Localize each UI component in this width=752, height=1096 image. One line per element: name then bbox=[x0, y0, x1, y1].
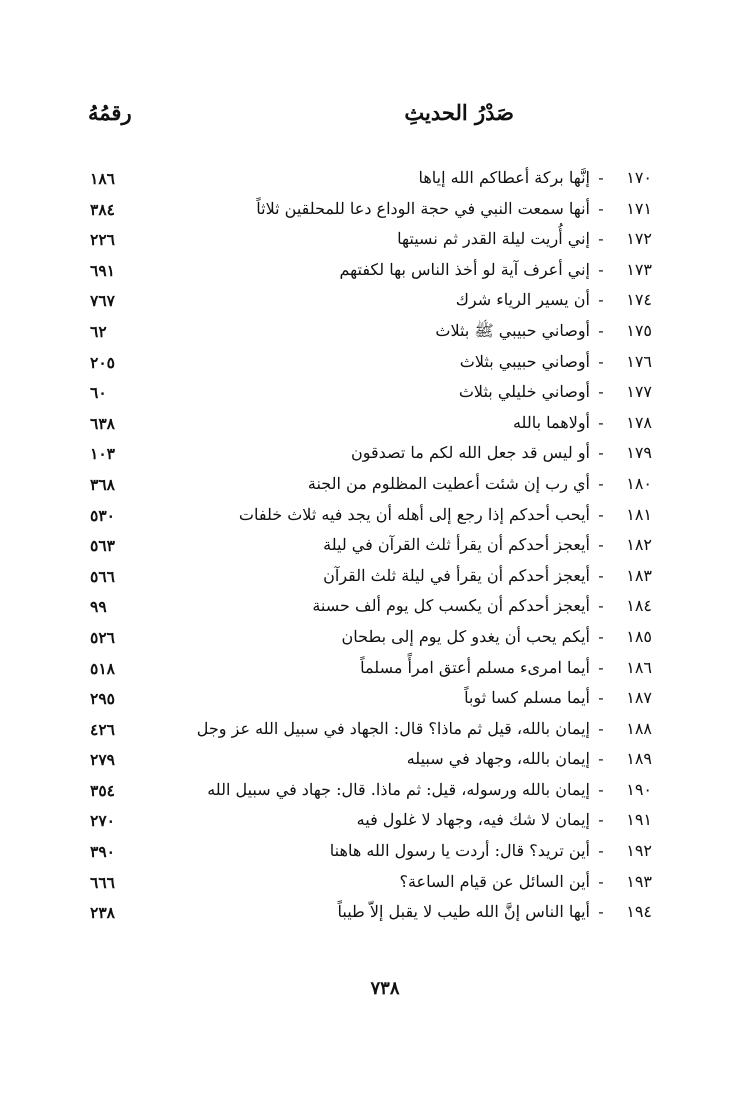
hadith-reference-number: ٣٩٠ bbox=[90, 842, 115, 862]
hadith-reference-number: ٢٩٥ bbox=[90, 689, 115, 709]
hadith-reference-number: ٩٩ bbox=[90, 597, 107, 617]
page-number: ٧٣٨ bbox=[370, 978, 400, 999]
hadith-opening-text: أيحب أحدكم إذا رجع إلى أهله أن يجد فيه ثلاث خلفات bbox=[238, 504, 590, 524]
index-row bbox=[0, 258, 752, 289]
index-entry bbox=[464, 688, 652, 707]
hadith-reference-number: ١٠٣ bbox=[90, 444, 115, 464]
hadith-reference-number: ٦٢ bbox=[90, 321, 107, 341]
hadith-reference-number: ٥١٨ bbox=[90, 658, 115, 678]
entry-number: ١٨٨ bbox=[626, 718, 652, 738]
entry-number: ١٩٣ bbox=[626, 871, 652, 891]
index-entry bbox=[337, 902, 652, 921]
index-row bbox=[0, 411, 752, 442]
index-row bbox=[0, 319, 752, 350]
entry-dash: - bbox=[598, 718, 604, 738]
hadith-reference-number: ٢٧٠ bbox=[90, 811, 115, 831]
index-row bbox=[0, 441, 752, 472]
hadith-reference-number: ٥٣٠ bbox=[90, 505, 115, 525]
index-entry bbox=[397, 229, 652, 248]
hadith-reference-number: ٥٢٦ bbox=[90, 627, 115, 647]
index-entry bbox=[351, 443, 652, 462]
entry-dash: - bbox=[598, 810, 604, 830]
entry-number: ١٧٧ bbox=[626, 382, 652, 402]
hadith-opening-text: إني أعرف آية لو أخذ الناس بها لكفتهم bbox=[339, 259, 590, 279]
hadith-opening-text: إيمان بالله، وجهاد في سبيله bbox=[406, 749, 590, 769]
hadith-opening-text: أين السائل عن قيام الساعة؟ bbox=[399, 871, 590, 891]
entry-number: ١٨٣ bbox=[626, 565, 652, 585]
entry-number: ١٧٨ bbox=[626, 412, 652, 432]
hadith-reference-number: ٦٠ bbox=[90, 383, 107, 403]
entry-dash: - bbox=[598, 841, 604, 861]
entry-dash: - bbox=[598, 382, 604, 402]
index-entry bbox=[239, 505, 652, 524]
entry-number: ١٧٢ bbox=[626, 229, 652, 249]
entry-dash: - bbox=[598, 565, 604, 585]
index-entry bbox=[435, 321, 652, 344]
index-entry bbox=[399, 872, 652, 891]
index-entry bbox=[418, 168, 652, 187]
index-entry bbox=[256, 199, 652, 218]
hadith-reference-number: ٤٢٦ bbox=[90, 719, 115, 739]
entry-dash: - bbox=[598, 320, 604, 340]
entry-number: ١٩٤ bbox=[626, 902, 652, 922]
index-row bbox=[0, 656, 752, 687]
entry-dash: - bbox=[598, 198, 604, 218]
hadith-reference-number: ٣٦٨ bbox=[90, 474, 115, 494]
hadith-opening-text: أيعجز أحدكم أن يكسب كل يوم ألف حسنة bbox=[312, 596, 590, 616]
index-entry bbox=[357, 810, 652, 829]
entry-number: ١٩٢ bbox=[626, 841, 652, 861]
entry-number: ١٧٤ bbox=[626, 290, 652, 310]
hadith-opening-text: أوصاني حبيبي ﷺ بثلاث bbox=[435, 320, 590, 340]
hadith-reference-number: ١٨٦ bbox=[90, 169, 115, 188]
entry-number: ١٧٠ bbox=[626, 168, 652, 187]
entry-number: ١٧٩ bbox=[626, 443, 652, 463]
entry-dash: - bbox=[598, 290, 604, 310]
entry-dash: - bbox=[598, 871, 604, 891]
hadith-opening-text: أوصاني حبيبي بثلاث bbox=[459, 351, 590, 371]
index-entry bbox=[207, 780, 652, 799]
hadith-opening-text: أو ليس قد جعل الله لكم ما تصدقون bbox=[350, 443, 590, 463]
entry-number: ١٩١ bbox=[626, 810, 652, 830]
hadith-opening-text: أين تريد؟ قال: أردت يا رسول الله هاهنا bbox=[329, 841, 590, 861]
entry-dash: - bbox=[598, 443, 604, 463]
entry-dash: - bbox=[598, 412, 604, 432]
hadith-reference-number: ٢٢٦ bbox=[90, 230, 115, 250]
index-row bbox=[0, 350, 752, 381]
index-row bbox=[0, 288, 752, 319]
entry-number: ١٨٧ bbox=[626, 688, 652, 708]
hadith-index-list bbox=[0, 166, 752, 931]
hadith-opening-text: أيها الناس إنَّ الله طيب لا يقبل إلاّ طيباً bbox=[337, 902, 590, 922]
column-header-reference: رقمُهُ bbox=[88, 100, 132, 125]
entry-dash: - bbox=[598, 229, 604, 249]
hadith-reference-number: ٢٠٥ bbox=[90, 352, 115, 372]
index-entry bbox=[323, 535, 652, 554]
hadith-reference-number: ٦٩١ bbox=[90, 260, 115, 280]
hadith-opening-text: أوصاني خليلي بثلاث bbox=[458, 382, 590, 402]
hadith-opening-text: أولاهما بالله bbox=[512, 412, 590, 432]
entry-number: ١٧٦ bbox=[626, 351, 652, 371]
index-row bbox=[0, 870, 752, 901]
hadith-opening-text: أيعجز أحدكم أن يقرأ في ليلة ثلث القرآن bbox=[323, 565, 590, 585]
index-row bbox=[0, 166, 752, 197]
index-row bbox=[0, 625, 752, 656]
entry-number: ١٧٣ bbox=[626, 259, 652, 279]
index-entry bbox=[312, 596, 652, 615]
index-row bbox=[0, 533, 752, 564]
entry-dash: - bbox=[598, 902, 604, 922]
index-row bbox=[0, 380, 752, 411]
hadith-opening-text: إيمان بالله، قيل ثم ماذا؟ قال: الجهاد في سبيل الله عز وجل bbox=[196, 718, 590, 738]
index-row bbox=[0, 472, 752, 503]
entry-number: ١٨٠ bbox=[626, 473, 652, 493]
index-entry bbox=[407, 749, 652, 768]
entry-dash: - bbox=[598, 749, 604, 769]
index-row bbox=[0, 778, 752, 809]
index-entry bbox=[197, 719, 652, 738]
index-row bbox=[0, 686, 752, 717]
index-row bbox=[0, 503, 752, 534]
hadith-opening-text: أي رب إن شئت أعطيت المظلوم من الجنة bbox=[307, 473, 590, 493]
entry-dash: - bbox=[598, 168, 604, 187]
entry-dash: - bbox=[598, 657, 604, 677]
index-entry bbox=[360, 658, 652, 677]
entry-number: ١٨٥ bbox=[626, 626, 652, 646]
index-entry bbox=[459, 382, 652, 401]
index-row bbox=[0, 564, 752, 595]
index-entry bbox=[460, 352, 652, 371]
hadith-opening-text: إيمان لا شك فيه، وجهاد لا غلول فيه bbox=[356, 810, 590, 830]
hadith-opening-text: أيما مسلم كسا ثوباً bbox=[464, 688, 590, 708]
hadith-opening-text: أيعجز أحدكم أن يقرأ ثلث القرآن في ليلة bbox=[323, 535, 590, 555]
index-row bbox=[0, 747, 752, 778]
entry-dash: - bbox=[598, 535, 604, 555]
hadith-opening-text: أيكم يحب أن يغدو كل يوم إلى بطحان bbox=[341, 626, 590, 646]
entry-number: ١٧٥ bbox=[626, 320, 652, 340]
hadith-reference-number: ٦٣٨ bbox=[90, 413, 115, 433]
index-entry bbox=[341, 627, 652, 646]
index-row bbox=[0, 900, 752, 931]
entry-number: ١٧١ bbox=[626, 198, 652, 218]
hadith-reference-number: ٢٣٨ bbox=[90, 903, 115, 923]
hadith-opening-text: إيمان بالله ورسوله، قيل: ثم ماذا. قال: جهاد في سبيل الله bbox=[207, 779, 590, 799]
entry-dash: - bbox=[598, 504, 604, 524]
entry-number: ١٨٢ bbox=[626, 535, 652, 555]
hadith-reference-number: ٥٦٦ bbox=[90, 566, 115, 586]
hadith-reference-number: ٥٦٣ bbox=[90, 536, 115, 556]
hadith-reference-number: ٧٦٧ bbox=[90, 291, 115, 311]
hadith-reference-number: ٣٥٤ bbox=[90, 780, 115, 800]
index-entry bbox=[339, 260, 652, 279]
index-row bbox=[0, 197, 752, 228]
entry-number: ١٨٦ bbox=[626, 657, 652, 677]
hadith-reference-number: ٦٦٦ bbox=[90, 872, 115, 892]
hadith-reference-number: ٣٨٤ bbox=[90, 199, 115, 219]
index-row bbox=[0, 717, 752, 748]
entry-dash: - bbox=[598, 351, 604, 371]
index-entry bbox=[513, 413, 652, 432]
index-entry bbox=[456, 290, 652, 309]
entry-number: ١٩٠ bbox=[626, 779, 652, 799]
index-entry bbox=[330, 841, 652, 860]
index-row bbox=[0, 839, 752, 870]
index-row bbox=[0, 594, 752, 625]
column-header-hadith-opening: صَدْرُ الحديثِ bbox=[404, 100, 514, 125]
hadith-reference-number: ٢٧٩ bbox=[90, 750, 115, 770]
entry-number: ١٨٩ bbox=[626, 749, 652, 769]
entry-dash: - bbox=[598, 473, 604, 493]
hadith-opening-text: إني أُريت ليلة القدر ثم نسيتها bbox=[397, 229, 590, 249]
hadith-opening-text: أنها سمعت النبي في حجة الوداع دعا للمحلقين ثلاثاً bbox=[256, 198, 590, 218]
index-entry bbox=[308, 474, 652, 493]
entry-dash: - bbox=[598, 596, 604, 616]
index-row bbox=[0, 808, 752, 839]
index-entry bbox=[323, 566, 652, 585]
hadith-opening-text: أيما امرىء مسلم أعتق امرأً مسلماً bbox=[360, 657, 590, 677]
hadith-opening-text: إنَّها بركة أعطاكم الله إياها bbox=[418, 168, 590, 187]
entry-dash: - bbox=[598, 259, 604, 279]
entry-dash: - bbox=[598, 626, 604, 646]
entry-dash: - bbox=[598, 688, 604, 708]
hadith-opening-text: أن يسير الرياء شرك bbox=[455, 290, 590, 310]
entry-number: ١٨٤ bbox=[626, 596, 652, 616]
entry-number: ١٨١ bbox=[626, 504, 652, 524]
index-row bbox=[0, 227, 752, 258]
entry-dash: - bbox=[598, 779, 604, 799]
